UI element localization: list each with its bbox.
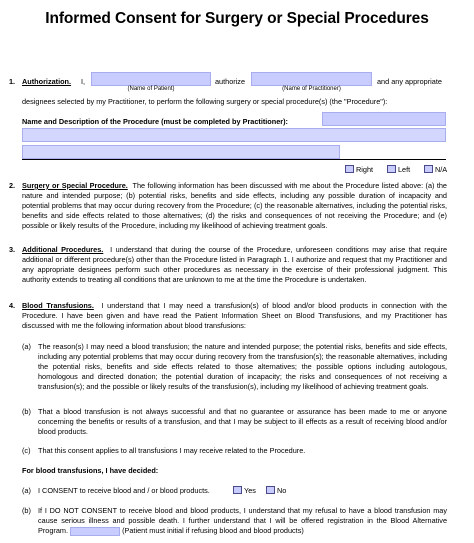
option-a-text: I CONSENT to receive blood and / or blood products.: [38, 486, 210, 495]
right-checkbox[interactable]: [345, 165, 354, 173]
procedure-description-field-2[interactable]: [22, 145, 340, 159]
item-c-label: (c): [22, 446, 31, 455]
left-label: Left: [398, 165, 411, 174]
practitioner-name-field[interactable]: [251, 72, 372, 86]
option-b-initial-note: (Patient must initial if refusing blood and blood products): [122, 526, 304, 535]
item-a-label: (a): [22, 342, 31, 351]
option-b-body: If I DO NOT CONSENT to receive blood and blood products, I understand that my refusal to have a blood transfusion may cause serious illness and possible death. I further understand that I will be offered registration in the Blood Alternative Program.: [38, 506, 447, 535]
right-label: Right: [356, 165, 374, 174]
patient-name-field[interactable]: [91, 72, 211, 86]
authorization-i: I,: [81, 77, 86, 86]
section-4-number: 4.: [9, 301, 16, 310]
procedure-label: Name and Description of the Procedure (must be completed by Practitioner):: [22, 117, 288, 126]
left-checkbox[interactable]: [387, 165, 396, 173]
option-b-text: [38, 506, 447, 536]
section-4-body: I understand that I may need a transfusion(s) of blood and/or blood products in connection with the Procedure. I have been given and have read the Patient Information Sheet on Blood Transfusions, and my Practitioner has discussed with me the following information about blood transfusions:: [22, 301, 447, 330]
section-2-paragraph: [22, 181, 447, 231]
patient-name-caption: (Name of Patient): [127, 86, 175, 92]
consent-yes-checkbox[interactable]: [233, 486, 242, 494]
section-2-number: 2.: [9, 181, 16, 190]
consent-no-checkbox[interactable]: [266, 486, 275, 494]
section-1-number: 1.: [9, 77, 16, 86]
section-3-paragraph: [22, 245, 447, 285]
blood-decision-heading: For blood transfusions, I have decided:: [22, 466, 159, 475]
authorize-label: authorize: [215, 77, 246, 86]
form-title: Informed Consent for Surgery or Special Procedures: [45, 10, 429, 27]
patient-initials-field[interactable]: [70, 527, 120, 536]
section-3-heading: Additional Procedures.: [22, 245, 104, 254]
na-label: N/A: [435, 165, 448, 174]
procedure-underline: [22, 159, 446, 160]
item-b-text: That a blood transfusion is not always successful and that no guarantee or assurance has been made to me or anyone concerning the benefits or results of a transfusion, and that I may be subject to ill effects as a result of receiving blood and/or blood products.: [38, 407, 447, 436]
authorization-heading: Authorization.: [22, 77, 72, 86]
item-c-text: That this consent applies to all transfusions I may receive related to the Procedure.: [38, 446, 306, 455]
consent-yes-label: Yes: [244, 486, 256, 495]
procedure-description-field-1[interactable]: [22, 128, 446, 142]
option-a-label: (a): [22, 486, 31, 495]
option-b-label: (b): [22, 506, 31, 515]
procedure-name-field[interactable]: [322, 112, 446, 126]
section-2-heading: Surgery or Special Procedure.: [22, 181, 128, 190]
section-3-body: I understand that during the course of the Procedure, unforeseen conditions may arise that require additional or different procedure(s) other than the Procedure listed in Paragraph 1. I authorize and request that my Practitioner and any appropriate designees perform such other procedures as necessary in the exercise of their professional judgment. This authority extends to treating all conditions that are unknown to me at the time the Procedure is undertaken.: [22, 245, 448, 284]
consent-no-label: No: [277, 486, 287, 495]
item-b-label: (b): [22, 407, 31, 416]
section-3-number: 3.: [9, 245, 16, 254]
practitioner-name-caption: (Name of Practitioner): [282, 86, 341, 92]
section-4-heading: Blood Transfusions.: [22, 301, 94, 310]
appropriate-label: and any appropriate: [377, 77, 442, 86]
designees-text: designees selected by my Practitioner, to perform the following surgery or special procedure(s) (the "Procedure"):: [22, 97, 388, 106]
na-checkbox[interactable]: [424, 165, 433, 173]
item-a-text: The reason(s) I may need a blood transfusion; the nature and intended purpose; the potential risks, benefits and side effects, including any potential problems that may occur during recovery from the transfusion(s); the reasonable alternatives, including the potential risks, benefits and side effects related to those alternatives; the possible options including autologous, homologous and directed donation; the potential duration of incapacity; the risks and consequences of not receiving a transfusion(s); and the possible or likely results of the transfusion(s), including my likelihood of achieving treatment goals.: [38, 342, 447, 391]
section-2-body: The following information has been discussed with me about the Procedure listed above: (a) the nature and intended purpose; (b) potential risks, benefits and side effects, including any possible duration of incapacity and potential problems that may occur during recovery from the Procedure; (c) the reasonable alternatives, including the potential risks, benefits and side effects related to those alternatives; (d) the risks and consequences of not receiving the Procedure; and (e) possible or likely results of the Procedure, including my likelihood of achieving treatment goals.: [22, 181, 447, 230]
section-4-paragraph: [22, 301, 447, 331]
